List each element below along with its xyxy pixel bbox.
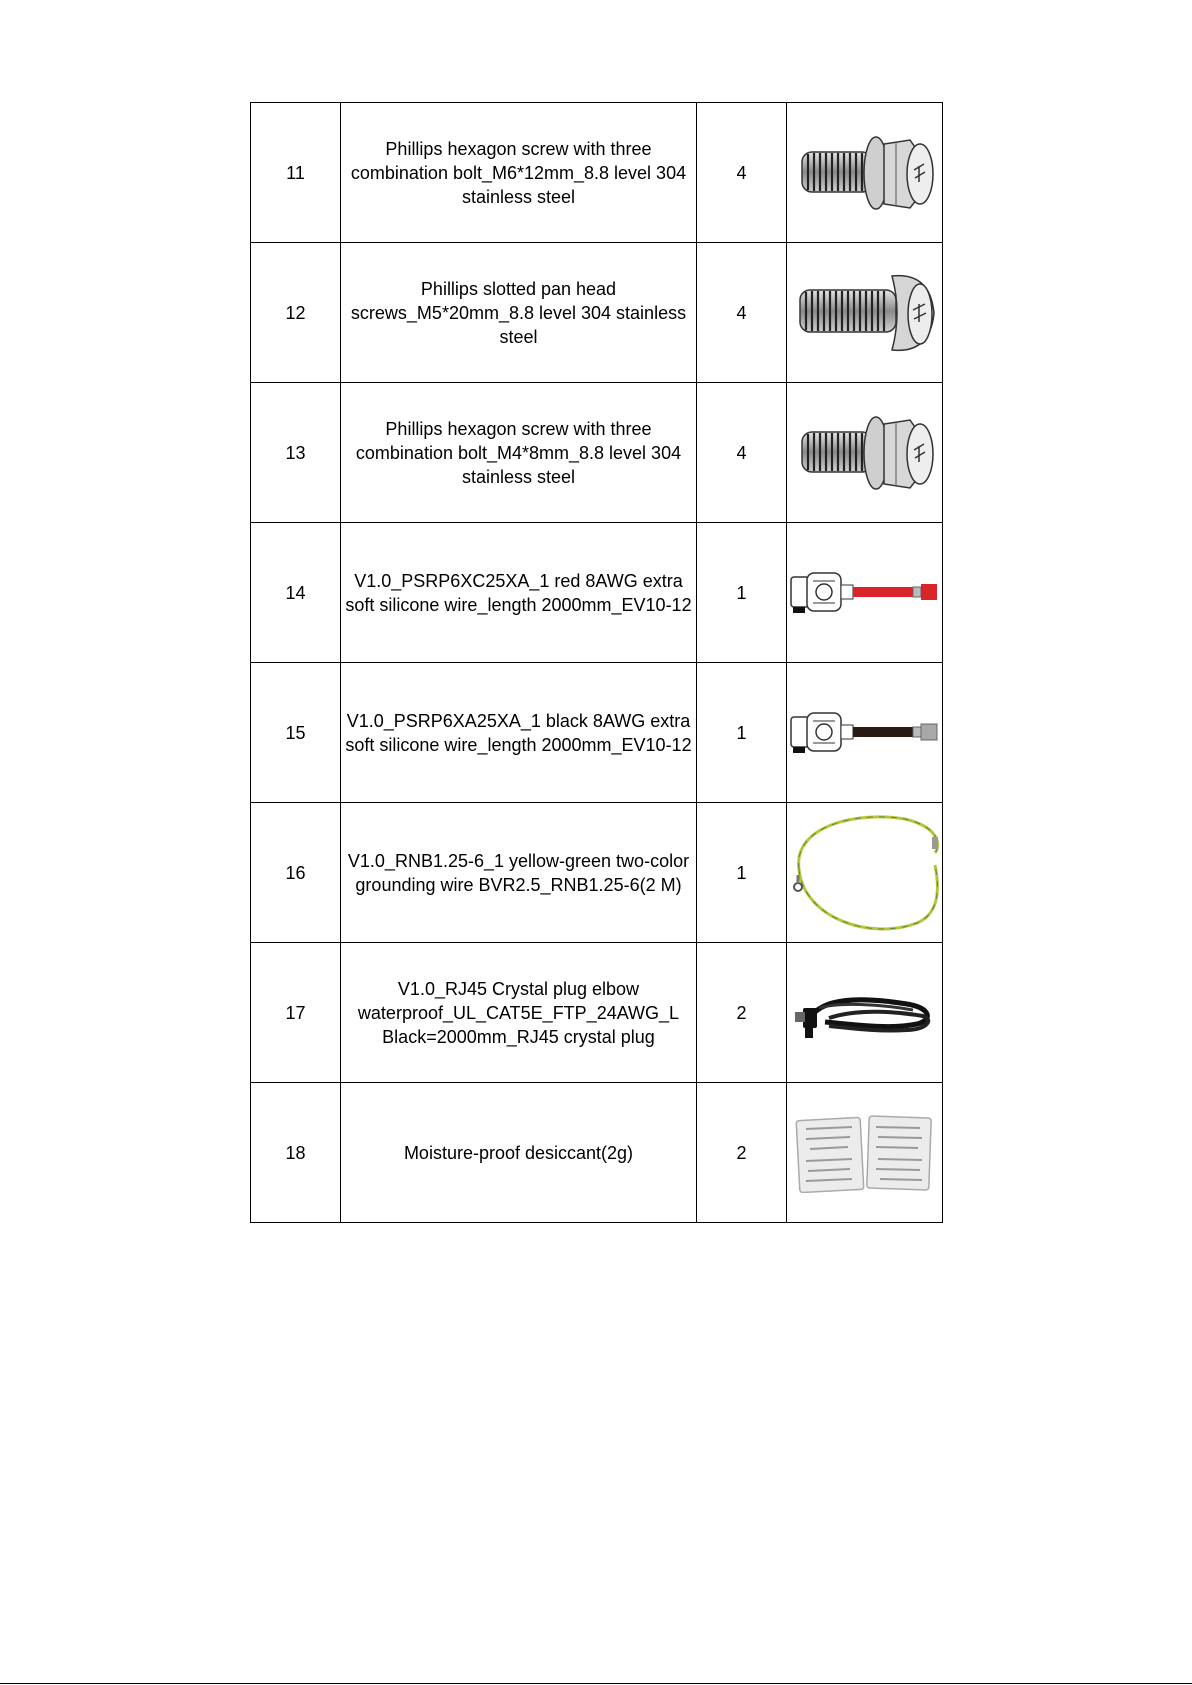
item-description: Phillips hexagon screw with three combination bolt_M4*8mm_8.8 level 304 stainless steel — [341, 383, 697, 523]
hex-screw-icon — [792, 398, 938, 508]
item-image — [787, 663, 943, 803]
item-image — [787, 523, 943, 663]
item-description: Phillips hexagon screw with three combination bolt_M6*12mm_8.8 level 304 stainless steel — [341, 103, 697, 243]
item-number: 11 — [251, 103, 341, 243]
table-row — [251, 1083, 943, 1223]
item-image — [787, 943, 943, 1083]
item-quantity: 4 — [697, 383, 787, 523]
item-image — [787, 803, 943, 943]
item-quantity: 2 — [697, 1083, 787, 1223]
hex-screw-icon — [792, 118, 938, 228]
item-description: V1.0_PSRP6XC25XA_1 red 8AWG extra soft silicone wire_length 2000mm_EV10-12 — [341, 523, 697, 663]
rj45-cable-icon — [789, 978, 941, 1048]
black-power-cable-icon — [789, 703, 941, 763]
item-number: 13 — [251, 383, 341, 523]
desiccant-packs-icon — [792, 1113, 938, 1193]
page-bottom-border — [0, 1683, 1192, 1684]
table-row — [251, 103, 943, 243]
item-quantity: 4 — [697, 243, 787, 383]
item-description: V1.0_PSRP6XA25XA_1 black 8AWG extra soft silicone wire_length 2000mm_EV10-12 — [341, 663, 697, 803]
item-number: 12 — [251, 243, 341, 383]
table-row — [251, 523, 943, 663]
item-description: Phillips slotted pan head screws_M5*20mm_8.8 level 304 stainless steel — [341, 243, 697, 383]
table-row — [251, 383, 943, 523]
table-row — [251, 663, 943, 803]
item-quantity: 1 — [697, 523, 787, 663]
item-quantity: 1 — [697, 803, 787, 943]
item-image — [787, 383, 943, 523]
item-quantity: 2 — [697, 943, 787, 1083]
table-row — [251, 243, 943, 383]
pan-head-screw-icon — [792, 258, 938, 368]
item-image — [787, 1083, 943, 1223]
table-row — [251, 803, 943, 943]
item-image — [787, 243, 943, 383]
item-number: 14 — [251, 523, 341, 663]
item-description: V1.0_RJ45 Crystal plug elbow waterproof_UL_CAT5E_FTP_24AWG_L Black=2000mm_RJ45 crystal plug — [341, 943, 697, 1083]
parts-list-table — [250, 102, 943, 1223]
item-number: 16 — [251, 803, 341, 943]
item-image — [787, 103, 943, 243]
item-number: 18 — [251, 1083, 341, 1223]
red-power-cable-icon — [789, 563, 941, 623]
item-quantity: 4 — [697, 103, 787, 243]
item-number: 17 — [251, 943, 341, 1083]
item-description: Moisture-proof desiccant(2g) — [341, 1083, 697, 1223]
item-description: V1.0_RNB1.25-6_1 yellow-green two-color grounding wire BVR2.5_RNB1.25-6(2 M) — [341, 803, 697, 943]
item-quantity: 1 — [697, 663, 787, 803]
grounding-wire-icon — [789, 805, 941, 941]
item-number: 15 — [251, 663, 341, 803]
table-row — [251, 943, 943, 1083]
